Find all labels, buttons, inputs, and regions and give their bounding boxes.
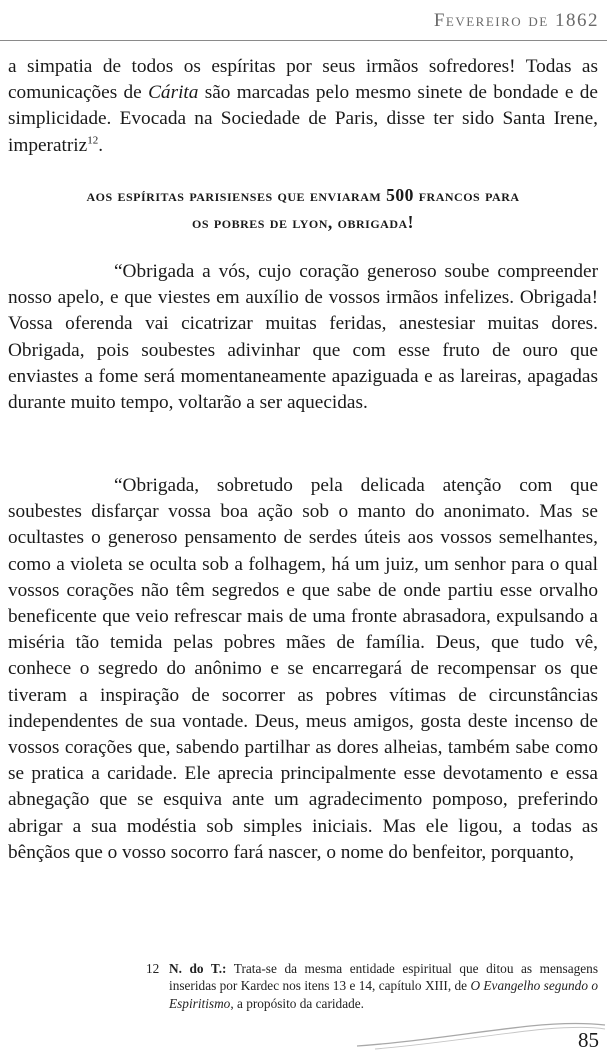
footnote-text: Trata-se da mesma entidade espiritual que ditou as mensagens inseridas por Kardec nos itens 13 e 14, capítulo XIII, de: [169, 961, 599, 994]
decorative-swoosh-icon: [355, 1012, 607, 1052]
header-rule: [0, 40, 607, 41]
footnote-book-title: O Evangelho segundo o Espiritismo: [169, 978, 598, 1011]
intro-text: a simpatia de todos os espíritas por seus irmãos sofredores! Todas as comunicações de: [8, 56, 598, 104]
footnote-number: 12: [146, 961, 160, 976]
intro-text-continued: são marcadas pelo mesmo sinete de bondade e de simplicidade. Evocada na Sociedade de Paris, disse ter sido Santa Irene, imperatriz: [8, 82, 598, 156]
section-title-line-1: aos espíritas parisienses que enviaram 500 francos para: [86, 185, 520, 205]
message-paragraph-1: [8, 259, 598, 416]
intro-paragraph: [8, 54, 598, 159]
section-title: [8, 182, 598, 236]
footnote-end: , a propósito da caridade.: [230, 995, 364, 1011]
running-head: Fevereiro de 1862: [433, 10, 599, 31]
intro-italic-name: Cárita: [148, 82, 199, 104]
footnote-label: N. do T.:: [169, 961, 227, 976]
paragraph-2-text: “Obrigada, sobretudo pela delicada atenção com que soubestes disfarçar vossa boa ação sob o manto do anonimato. Mas se ocultastes o generoso pensamento de serdes úteis aos vossos semelhantes, como a violeta se oculta sob a folhagem, há um juiz, um senhor para o qual vossos corações não têm segredos e que sabe de onde partiu esse orvalho beneficente que veio refrescar mais de uma fronte abrasadora, expulsando a miséria tão temida pelas pobres mães de família. Deus, que tudo vê, conhece o segredo do anônimo e se encarregará de recompensar os que tiveram a inspiração de socorrer as pobres vítimas de circunstâncias independentes de sua vontade. Deus, meus amigos, gosta deste incenso de vossos corações que, sabendo partilhar as dores alheias, também sabe como se pratica a caridade. Ele aprecia principalmente esse devotamento e essa abnegação que se esquiva ante um agradecimento pomposo, preferindo abrigar a sua modéstia sob simples iniciais. Mas ele ligou, a todas as bênçãos que o vosso socorro fará nascer, o nome do benfeitor, porquanto,: [8, 475, 598, 863]
paragraph-1-text: “Obrigada a vós, cujo coração generoso soube compreender nosso apelo, e que viestes em auxílio de vossos irmãos infelizes. Obrigada! Vossa oferenda vai cicatrizar muitas feridas, anestesiar muitas dores. Obrigada, pois soubestes adivinhar que com esse fruto de ouro que enviastes a fome será momentaneamente apaziguada e as lareiras, apagadas durante muito tempo, voltarão a ser aquecidas.: [8, 261, 598, 414]
footnote-reference[interactable]: 12: [87, 134, 99, 147]
message-paragraph-2: [8, 473, 598, 866]
intro-period: .: [98, 134, 104, 156]
page-number: 85: [578, 1028, 599, 1052]
footnote: [146, 960, 599, 1012]
section-title-line-2: os pobres de lyon, obrigada!: [192, 212, 414, 232]
